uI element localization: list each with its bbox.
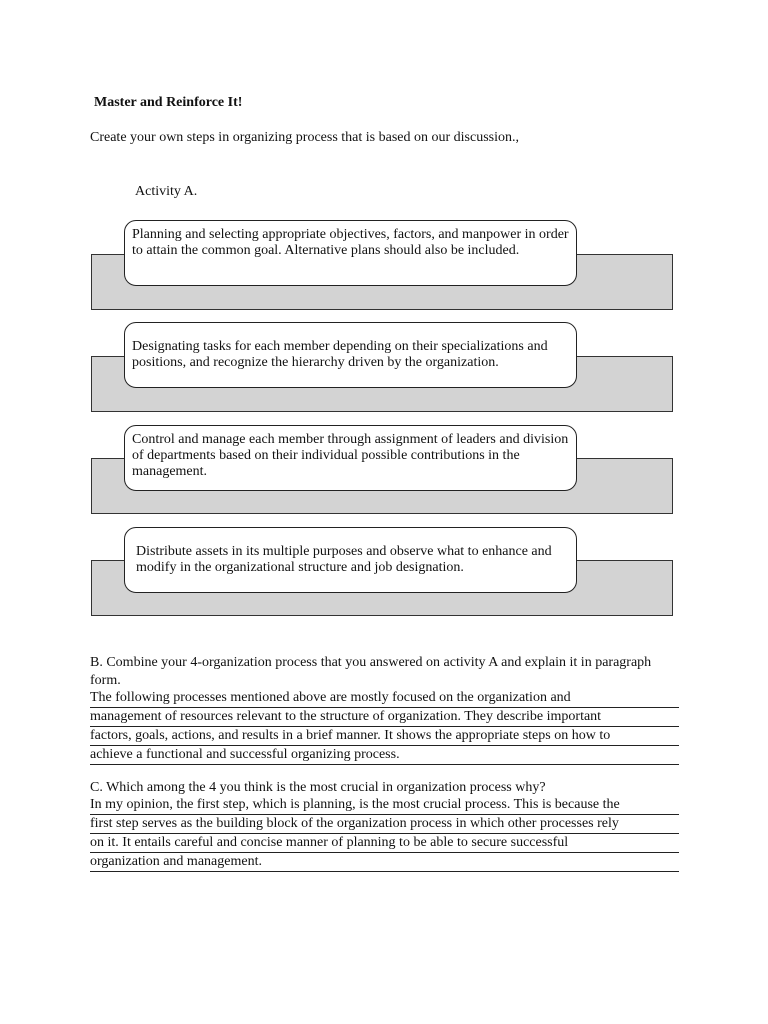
step-3-box — [124, 425, 577, 491]
answer-b-line-4: achieve a functional and successful organizing process. — [90, 746, 679, 765]
answer-c-line-3: on it. It entails careful and concise manner of planning to be able to secure successful — [90, 834, 679, 853]
answer-c-line-1: In my opinion, the first step, which is planning, is the most crucial process. This is because the — [90, 796, 679, 815]
question-c-prompt: C. Which among the 4 you think is the most crucial in organization process why? — [90, 780, 546, 795]
answer-c-line-4: organization and management. — [90, 853, 679, 872]
question-c-answer — [90, 796, 679, 872]
instruction-text: Create your own steps in organizing process that is based on our discussion., — [90, 130, 520, 145]
question-b-answer — [90, 689, 679, 765]
step-1-box — [124, 220, 577, 286]
step-4-box — [124, 527, 577, 593]
step-2-box — [124, 322, 577, 388]
page-heading: Master and Reinforce It! — [94, 95, 243, 110]
activity-a-label: Activity A. — [135, 184, 198, 199]
answer-b-line-1: The following processes mentioned above are mostly focused on the organization and — [90, 689, 679, 708]
answer-b-line-2: management of resources relevant to the structure of organization. They describe important — [90, 708, 679, 727]
question-b-prompt: B. Combine your 4-organization process that you answered on activity A and explain it in paragraph form. — [90, 655, 652, 688]
step-2-text: Designating tasks for each member depending on their specializations and positions, and recognize the hierarchy driven by the organization. — [132, 339, 548, 370]
answer-c-line-2: first step serves as the building block of the organization process in which other processes rely — [90, 815, 679, 834]
step-1-text: Planning and selecting appropriate objectives, factors, and manpower in order to attain the common goal. Alternative plans should also be included. — [132, 227, 569, 258]
step-4-text: Distribute assets in its multiple purposes and observe what to enhance and modify in the organizational structure and job designation. — [136, 544, 552, 575]
step-3-text: Control and manage each member through assignment of leaders and division of departments based on their individual possible contributions in the management. — [132, 432, 569, 479]
answer-b-line-3: factors, goals, actions, and results in a brief manner. It shows the appropriate steps on how to — [90, 727, 679, 746]
